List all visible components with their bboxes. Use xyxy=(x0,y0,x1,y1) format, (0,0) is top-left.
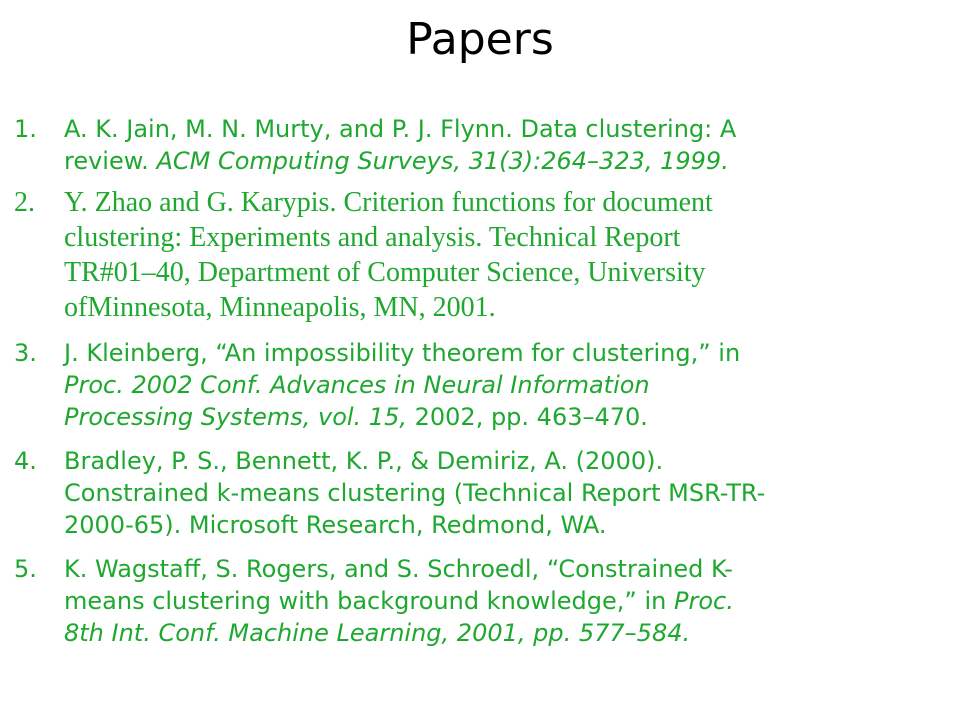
reference-italic-segment: 8th Int. Conf. Machine Learning, 2001, pp. 577–584. xyxy=(64,619,691,647)
reference-segment: J. Kleinberg, “An impossibility theorem for clustering,” in xyxy=(64,339,741,367)
reference-line xyxy=(64,553,936,585)
reference-text xyxy=(64,553,936,649)
reference-segment: means clustering with background knowledge,” in xyxy=(64,587,674,615)
reference-italic-segment: Proc. 2002 Conf. Advances in Neural Information xyxy=(64,371,650,399)
reference-line xyxy=(64,290,936,325)
reference-line xyxy=(64,369,936,401)
reference-segment: A. K. Jain, M. N. Murty, and P. J. Flynn. Data clustering: A xyxy=(64,115,737,143)
reference-number: 1. xyxy=(14,115,37,143)
reference-segment: clustering: Experiments and analysis. Technical Report xyxy=(64,222,681,253)
reference-text xyxy=(64,337,936,433)
reference-text xyxy=(64,445,936,541)
reference-line xyxy=(64,255,936,290)
reference-segment: 2002, pp. 463–470. xyxy=(406,403,648,431)
page-title: Papers xyxy=(406,14,554,65)
reference-italic-segment: ACM Computing Surveys, 31(3):264–323, 1999. xyxy=(156,147,729,175)
reference-segment: TR#01–40, Department of Computer Science, University xyxy=(64,257,706,288)
reference-segment: 2000-65). Microsoft Research, Redmond, WA. xyxy=(64,511,607,539)
reference-segment: Y. Zhao and G. Karypis. Criterion functions for document xyxy=(64,187,713,218)
reference-line xyxy=(64,617,936,649)
reference-segment: K. Wagstaff, S. Rogers, and S. Schroedl, “Constrained K- xyxy=(64,555,733,583)
reference-segment: review. xyxy=(64,147,157,175)
reference-line xyxy=(64,401,936,433)
reference-line xyxy=(64,145,936,177)
reference-line xyxy=(64,585,936,617)
reference-line xyxy=(64,509,936,541)
reference-italic-segment: Processing Systems, vol. 15, xyxy=(64,403,407,431)
reference-number: 2. xyxy=(14,187,35,218)
reference-number: 4. xyxy=(14,447,37,475)
reference-segment: Constrained k-means clustering (Technical Report MSR-TR- xyxy=(64,479,766,507)
reference-number: 5. xyxy=(14,555,37,583)
reference-text xyxy=(64,185,936,325)
reference-text xyxy=(64,113,936,177)
reference-line xyxy=(64,185,936,220)
reference-line xyxy=(64,113,936,145)
reference-italic-segment: Proc. xyxy=(673,587,734,615)
reference-line xyxy=(64,220,936,255)
reference-line xyxy=(64,445,936,477)
reference-segment: Bradley, P. S., Bennett, K. P., & Demiriz, A. (2000). xyxy=(64,447,664,475)
reference-line xyxy=(64,477,936,509)
reference-number: 3. xyxy=(14,339,37,367)
reference-segment: ofMinnesota, Minneapolis, MN, 2001. xyxy=(64,292,496,323)
reference-line xyxy=(64,337,936,369)
